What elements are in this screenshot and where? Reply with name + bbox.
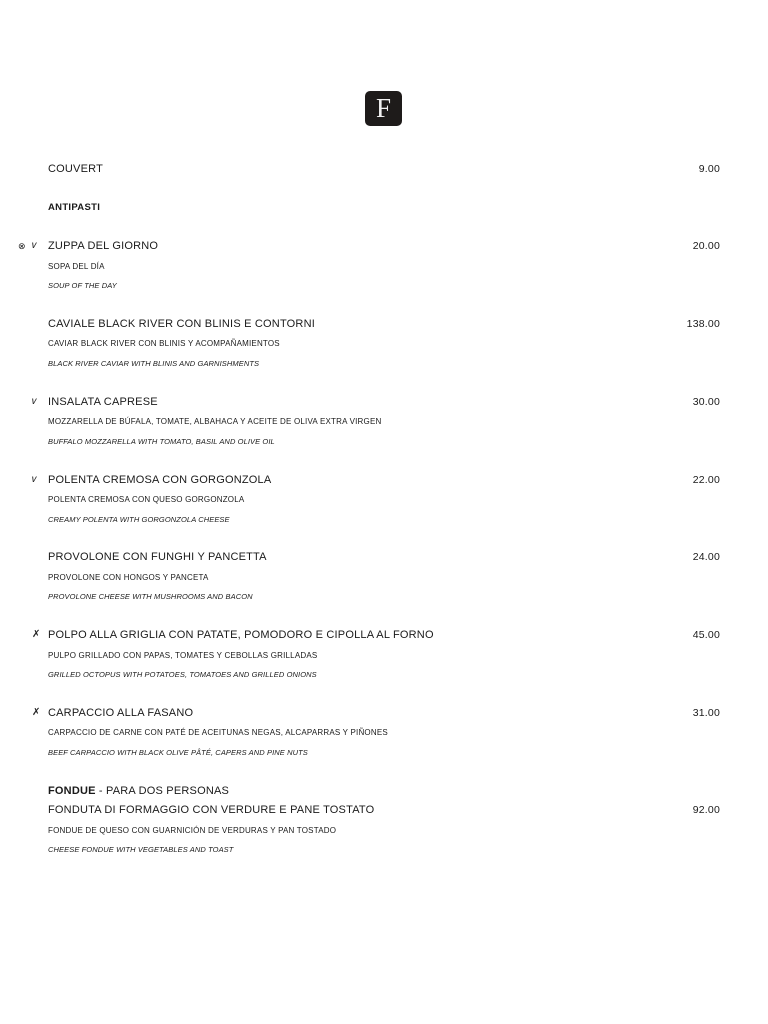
fondue-subtitle: - PARA DOS PERSONAS	[95, 785, 230, 797]
item-name: POLPO ALLA GRIGLIA CON PATATE, POMODORO E CIPOLLA AL FORNO	[48, 629, 434, 641]
item-price: 138.00	[686, 318, 720, 330]
item-description-en: SOUP OF THE DAY	[48, 281, 117, 290]
fondue-heading	[48, 785, 229, 797]
item-price: 24.00	[692, 551, 720, 563]
item-description-en: GRILLED OCTOPUS WITH POTATOES, TOMATOES AND GRILLED ONIONS	[48, 670, 317, 679]
item-description-en: BEEF CARPACCIO WITH BLACK OLIVE PÂTÉ, CAPERS AND PINE NUTS	[48, 748, 308, 757]
item-price: 45.00	[692, 629, 720, 641]
item-price: 92.00	[692, 804, 720, 816]
item-price: 31.00	[692, 707, 720, 719]
couvert-price: 9.00	[698, 163, 720, 175]
item-description-en: BUFFALO MOZZARELLA WITH TOMATO, BASIL AND OLIVE OIL	[48, 437, 275, 446]
gluten-free-icon: ✗	[32, 707, 41, 718]
item-description-es: PULPO GRILLADO CON PAPAS, TOMATES Y CEBOLLAS GRILLADAS	[48, 651, 318, 660]
item-description-es: FONDUE DE QUESO CON GUARNICIÓN DE VERDURAS Y PAN TOSTADO	[48, 826, 337, 835]
item-price: 30.00	[692, 396, 720, 408]
fondue-title: FONDUE	[48, 785, 96, 797]
item-description-en: BLACK RIVER CAVIAR WITH BLINIS AND GARNISHMENTS	[48, 359, 260, 368]
item-name: FONDUTA DI FORMAGGIO CON VERDURE E PANE TOSTATO	[48, 804, 375, 816]
item-name: CAVIALE BLACK RIVER CON BLINIS E CONTORNI	[48, 318, 315, 330]
vegetarian-icon: 𝑣	[32, 240, 37, 251]
logo-letter: F	[375, 93, 392, 123]
section-title: ANTIPASTI	[48, 202, 101, 213]
item-description-en: CHEESE FONDUE WITH VEGETABLES AND TOAST	[48, 845, 234, 854]
spicy-icon: ⊗	[18, 241, 26, 251]
item-name: ZUPPA DEL GIORNO	[48, 240, 159, 252]
item-name: POLENTA CREMOSA CON GORGONZOLA	[48, 474, 272, 486]
item-name: CARPACCIO ALLA FASANO	[48, 707, 194, 719]
vegetarian-icon: 𝑣	[32, 474, 37, 485]
item-description-es: POLENTA CREMOSA CON QUESO GORGONZOLA	[48, 495, 245, 504]
item-description-en: CREAMY POLENTA WITH GORGONZOLA CHEESE	[48, 515, 230, 524]
item-name: PROVOLONE CON FUNGHI Y PANCETTA	[48, 551, 267, 563]
vegetarian-icon: 𝑣	[32, 396, 37, 407]
item-price: 22.00	[692, 474, 720, 486]
item-description-es: PROVOLONE CON HONGOS Y PANCETA	[48, 573, 209, 582]
couvert-label: COUVERT	[48, 163, 103, 175]
item-description-es: SOPA DEL DÍA	[48, 262, 105, 271]
item-name: INSALATA CAPRESE	[48, 396, 158, 408]
item-description-en: PROVOLONE CHEESE WITH MUSHROOMS AND BACON	[48, 592, 253, 601]
item-description-es: CARPACCIO DE CARNE CON PATÉ DE ACEITUNAS NEGAS, ALCAPARRAS Y PIÑONES	[48, 728, 388, 737]
restaurant-logo	[365, 91, 402, 126]
gluten-free-icon: ✗	[32, 629, 41, 640]
item-description-es: CAVIAR BLACK RIVER CON BLINIS Y ACOMPAÑAMIENTOS	[48, 339, 280, 348]
item-description-es: MOZZARELLA DE BÚFALA, TOMATE, ALBAHACA Y ACEITE DE OLIVA EXTRA VIRGEN	[48, 417, 382, 426]
item-price: 20.00	[692, 240, 720, 252]
